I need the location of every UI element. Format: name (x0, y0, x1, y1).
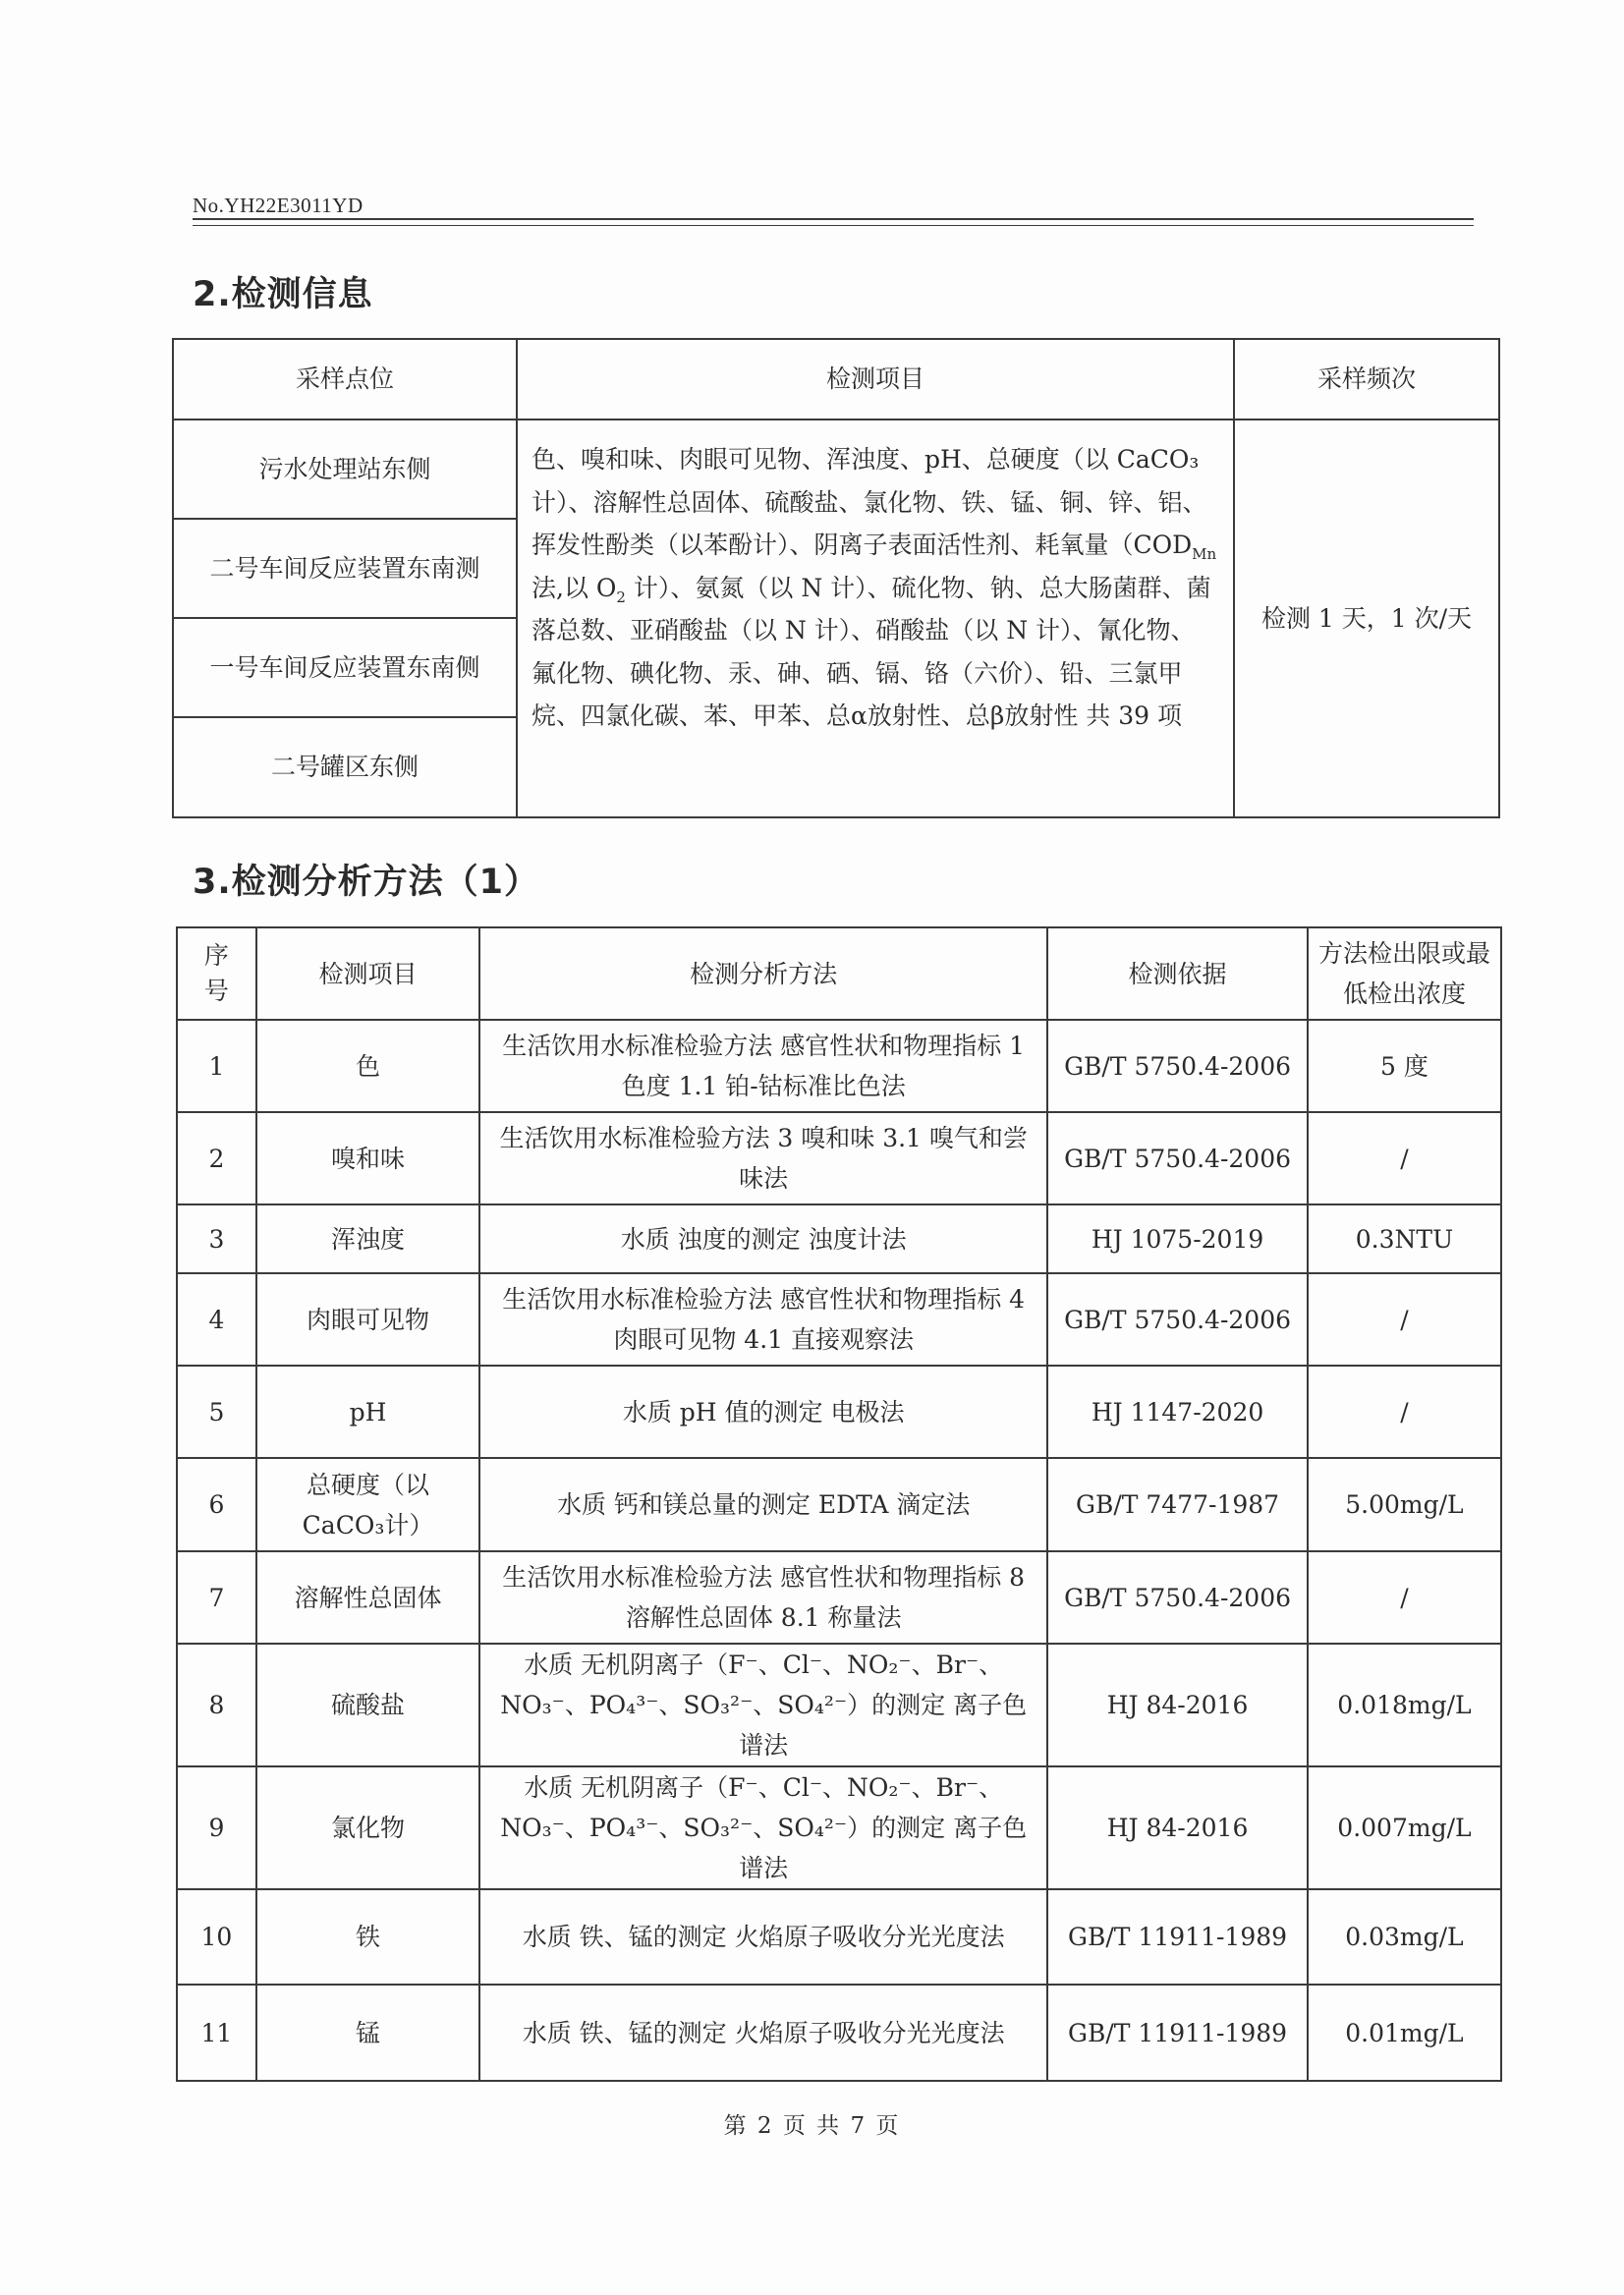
sampling-point-cell: 二号罐区东侧 (173, 717, 517, 817)
row-no: 6 (177, 1458, 256, 1551)
row-basis: HJ 84-2016 (1047, 1644, 1308, 1766)
row-limit: 0.018mg/L (1308, 1644, 1501, 1766)
row-basis: GB/T 5750.4-2006 (1047, 1020, 1308, 1112)
row-basis: HJ 84-2016 (1047, 1766, 1308, 1889)
sampling-point-cell: 一号车间反应装置东南侧 (173, 618, 517, 717)
table-row (177, 1644, 1501, 1766)
row-item: 浑浊度 (256, 1204, 479, 1273)
row-basis: GB/T 5750.4-2006 (1047, 1551, 1308, 1644)
col-header-items: 检测项目 (517, 339, 1234, 420)
col-header-method: 检测分析方法 (479, 927, 1047, 1020)
row-item: 总硬度（以 CaCO₃计） (256, 1458, 479, 1551)
row-method: 生活饮用水标准检验方法 感官性状和物理指标 1 色度 1.1 铂-钴标准比色法 (479, 1020, 1047, 1112)
header-rule-thin (193, 225, 1474, 226)
row-method: 水质 pH 值的测定 电极法 (479, 1366, 1047, 1458)
analysis-method-table (176, 926, 1502, 2082)
row-item: 铁 (256, 1889, 479, 1985)
sampling-point-cell: 污水处理站东侧 (173, 420, 517, 519)
row-basis: GB/T 11911-1989 (1047, 1985, 1308, 2081)
detection-items-cell: 色、嗅和味、肉眼可见物、浑浊度、pH、总硬度（以 CaCO₃计）、溶解性总固体、硫酸盐、氯化物、铁、锰、铜、锌、铝、挥发性酚类（以苯酚计）、阴离子表面活性剂、耗氧量（$COD_{Mn}$法,以 $O_2$ 计）、氨氮（以 N 计）、硫化物、钠、总大肠菌群、菌落总数、亚硝酸盐（以 N 计）、硝酸盐（以 N 计）、氰化物、氟化物、碘化物、汞、砷、硒、镉、铬（六价）、铅、三氯甲烷、四氯化碳、苯、甲苯、总α放射性、总β放射性 共 39 项 (517, 420, 1234, 817)
row-limit: / (1308, 1366, 1501, 1458)
row-limit: 0.03mg/L (1308, 1889, 1501, 1985)
table-row (177, 1985, 1501, 2081)
row-no: 11 (177, 1985, 256, 2081)
header-rule-thick (193, 218, 1474, 220)
row-limit: / (1308, 1112, 1501, 1204)
row-limit: 0.007mg/L (1308, 1766, 1501, 1889)
row-limit: / (1308, 1273, 1501, 1366)
row-basis: HJ 1147-2020 (1047, 1366, 1308, 1458)
row-method: 生活饮用水标准检验方法 感官性状和物理指标 4 肉眼可见物 4.1 直接观察法 (479, 1273, 1047, 1366)
row-item: 肉眼可见物 (256, 1273, 479, 1366)
row-method: 水质 铁、锰的测定 火焰原子吸收分光光度法 (479, 1889, 1047, 1985)
row-no: 7 (177, 1551, 256, 1644)
detection-info-table (172, 338, 1500, 818)
table-row (177, 1458, 1501, 1551)
row-method: 水质 浊度的测定 浊度计法 (479, 1204, 1047, 1273)
row-basis: GB/T 11911-1989 (1047, 1889, 1308, 1985)
document-number: No.YH22E3011YD (193, 194, 364, 217)
frequency-cell: 检测 1 天，1 次/天 (1234, 420, 1499, 817)
col-header-limit: 方法检出限或最低检出浓度 (1308, 927, 1501, 1020)
row-no: 5 (177, 1366, 256, 1458)
row-no: 9 (177, 1766, 256, 1889)
row-item: 色 (256, 1020, 479, 1112)
table-row (177, 1366, 1501, 1458)
row-item: 硫酸盐 (256, 1644, 479, 1766)
row-item: 氯化物 (256, 1766, 479, 1889)
table-row (177, 1766, 1501, 1889)
col-header-frequency: 采样频次 (1234, 339, 1499, 420)
row-no: 4 (177, 1273, 256, 1366)
col-header-no: 序号 (177, 927, 256, 1020)
row-item: pH (256, 1366, 479, 1458)
table-row (177, 1204, 1501, 1273)
row-limit: 5.00mg/L (1308, 1458, 1501, 1551)
table-row (177, 1112, 1501, 1204)
row-method: 水质 无机阴离子（F⁻、Cl⁻、NO₂⁻、Br⁻、NO₃⁻、PO₄³⁻、SO₃²⁻、SO₄²⁻）的测定 离子色谱法 (479, 1766, 1047, 1889)
row-limit: / (1308, 1551, 1501, 1644)
row-item: 锰 (256, 1985, 479, 2081)
row-item: 溶解性总固体 (256, 1551, 479, 1644)
row-limit: 0.3NTU (1308, 1204, 1501, 1273)
col-header-sampling-point: 采样点位 (173, 339, 517, 420)
row-no: 10 (177, 1889, 256, 1985)
row-basis: GB/T 5750.4-2006 (1047, 1273, 1308, 1366)
row-no: 3 (177, 1204, 256, 1273)
row-limit: 5 度 (1308, 1020, 1501, 1112)
row-no: 1 (177, 1020, 256, 1112)
row-method: 水质 钙和镁总量的测定 EDTA 滴定法 (479, 1458, 1047, 1551)
section2-title: 2.检测信息 (193, 275, 373, 314)
row-basis: HJ 1075-2019 (1047, 1204, 1308, 1273)
row-limit: 0.01mg/L (1308, 1985, 1501, 2081)
row-basis: GB/T 5750.4-2006 (1047, 1112, 1308, 1204)
row-basis: GB/T 7477-1987 (1047, 1458, 1308, 1551)
row-method: 生活饮用水标准检验方法 感官性状和物理指标 8 溶解性总固体 8.1 称量法 (479, 1551, 1047, 1644)
col-header-item: 检测项目 (256, 927, 479, 1020)
col-header-basis: 检测依据 (1047, 927, 1308, 1020)
row-item: 嗅和味 (256, 1112, 479, 1204)
row-method: 水质 铁、锰的测定 火焰原子吸收分光光度法 (479, 1985, 1047, 2081)
table-row (177, 1273, 1501, 1366)
sampling-point-cell: 二号车间反应装置东南测 (173, 519, 517, 618)
table-row (177, 1020, 1501, 1112)
table-row (177, 1889, 1501, 1985)
table-row (177, 1551, 1501, 1644)
row-no: 2 (177, 1112, 256, 1204)
page-number: 第 2 页 共 7 页 (723, 2113, 901, 2139)
row-no: 8 (177, 1644, 256, 1766)
row-method: 水质 无机阴离子（F⁻、Cl⁻、NO₂⁻、Br⁻、NO₃⁻、PO₄³⁻、SO₃²⁻、SO₄²⁻）的测定 离子色谱法 (479, 1644, 1047, 1766)
section3-title: 3.检测分析方法（1） (193, 863, 540, 902)
row-method: 生活饮用水标准检验方法 3 嗅和味 3.1 嗅气和尝味法 (479, 1112, 1047, 1204)
